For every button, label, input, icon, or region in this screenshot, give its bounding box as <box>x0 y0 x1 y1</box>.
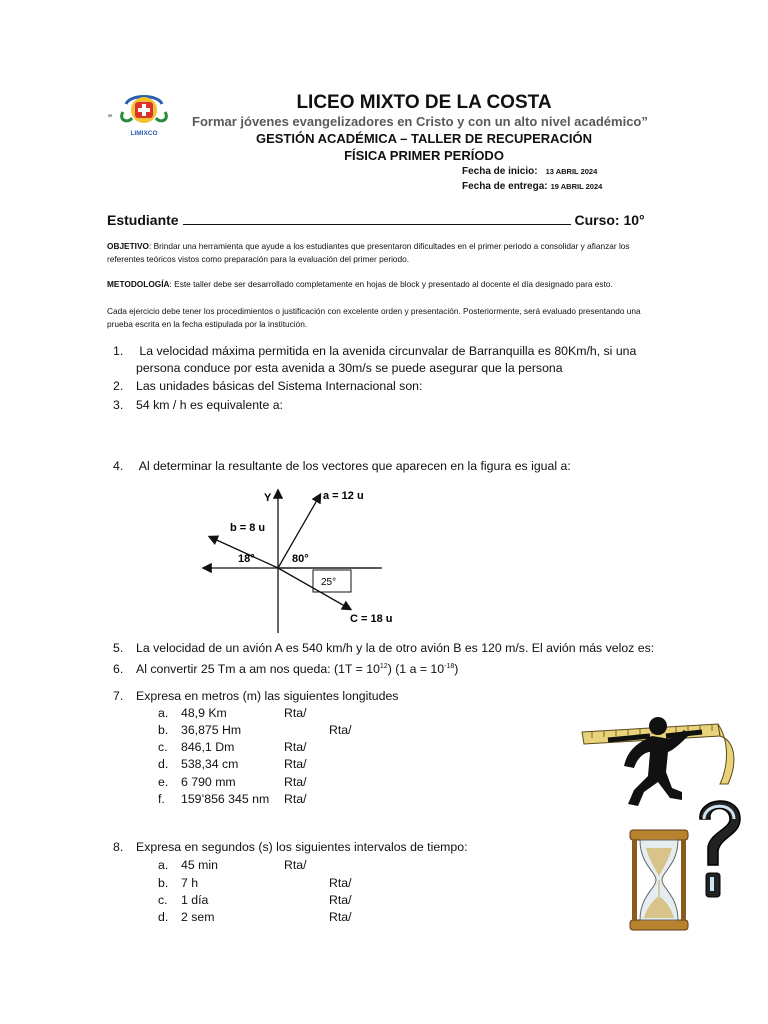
due-date-value: 19 ABRIL 2024 <box>550 182 603 191</box>
q8-answer-d[interactable]: Rta/ <box>329 910 352 924</box>
question-6 <box>113 658 458 678</box>
item-letter: d. <box>158 757 169 771</box>
item-value: 1 día <box>181 893 209 907</box>
note-paragraph: Cada ejercicio debe tener los procedimientos o justificación con excelente orden y presentación. Posteriormente, será evaluado presentando una prueba escrita en la fecha estipulada por la institución. <box>107 306 641 329</box>
school-name: LICEO MIXTO DE LA COSTA <box>296 92 552 113</box>
question-text: Expresa en metros (m) las siguientes longitudes <box>136 689 399 703</box>
logo-text: LIMIXCO <box>130 130 158 137</box>
exponent-tera: 12 <box>379 663 388 670</box>
question-number: 8. <box>113 840 124 854</box>
item-letter: a. <box>158 858 169 872</box>
school-motto: Formar jóvenes evangelizadores en Cristo y con un alto nivel académico” <box>192 114 648 129</box>
q7-answer-a[interactable]: Rta/ <box>284 706 307 720</box>
q7-answer-f[interactable]: Rta/ <box>284 792 307 806</box>
student-line <box>107 211 645 228</box>
vector-c <box>278 568 350 609</box>
q8-answer-b[interactable]: Rta/ <box>329 876 352 890</box>
question-text: La velocidad de un avión A es 540 km/h y la de otro avión B es 120 m/s. El avión más veloz es: <box>136 641 655 655</box>
item-value: 6 790 mm <box>181 775 236 789</box>
question-number: 4. <box>113 459 124 473</box>
question-number: 1. <box>113 344 124 358</box>
item-letter: b. <box>158 723 169 737</box>
vector-c-label: C = 18 u <box>350 613 393 625</box>
item-letter: d. <box>158 910 169 924</box>
q8-answer-a[interactable]: Rta/ <box>284 858 307 872</box>
objective-text: : Brindar una herramienta que ayude a los estudiantes que presentaron dificultades en el primer periodo a consolidar y afianzar los referentes teóricos vistos como preparación para la evaluación del primer periodo. <box>107 241 630 264</box>
item-value: 159’856 345 nm <box>181 792 270 806</box>
question-text-b: ) (1 a = 10 <box>387 662 445 677</box>
methodology-paragraph <box>107 278 667 291</box>
question-2 <box>113 378 422 395</box>
methodology-text: : Este taller debe ser desarrollado completamente en hojas de block y presentado al docente el día designado para esto. <box>169 279 613 289</box>
angle-c-label: 25° <box>321 577 337 588</box>
vector-b-label: b = 8 u <box>230 522 266 534</box>
q7-answer-c[interactable]: Rta/ <box>284 740 307 754</box>
question-text: Las unidades básicas del Sistema Internacional son: <box>136 379 423 393</box>
question-text: La velocidad máxima permitida en la avenida circunvalar de Barranquilla es 80Km/h, si una <box>136 344 637 358</box>
question-number: 7. <box>113 689 124 703</box>
item-value: 846,1 Dm <box>181 740 235 754</box>
item-letter: c. <box>158 740 168 754</box>
question-mark-icon <box>690 793 746 906</box>
question-text-c: ) <box>454 662 459 677</box>
vector-a-label: a = 12 u <box>323 490 364 502</box>
start-date-value: 13 ABRIL 2024 <box>545 167 598 176</box>
question-number: 6. <box>113 662 124 677</box>
question-7 <box>113 688 398 705</box>
question-number: 2. <box>113 379 124 393</box>
hourglass-icon <box>628 828 690 937</box>
due-date-label: Fecha de entrega: <box>462 181 548 192</box>
item-value: 538,34 cm <box>181 757 239 771</box>
question-number: 5. <box>113 641 124 655</box>
objective-paragraph <box>107 240 667 266</box>
quote-mark: ” <box>108 112 112 126</box>
subject-title: FÍSICA PRIMER PERÍODO <box>344 148 504 163</box>
question-3 <box>113 397 283 414</box>
q7-answer-d[interactable]: Rta/ <box>284 757 307 771</box>
item-letter: f. <box>158 792 165 806</box>
angle-b-label: 18° <box>238 553 255 565</box>
methodology-label: METODOLOGÍA <box>107 279 170 289</box>
course-label: Curso: 10° <box>574 212 645 228</box>
angle-a-label: 80° <box>292 553 309 565</box>
student-label: Estudiante <box>107 212 179 228</box>
item-value: 45 min <box>181 858 218 872</box>
objective-label: OBJETIVO <box>107 241 149 251</box>
item-letter: e. <box>158 775 169 789</box>
question-text: Al determinar la resultante de los vectores que aparecen en la figura es igual a: <box>136 459 571 473</box>
question-1-continued: persona conduce por esta avenida a 30m/s se puede asegurar que la persona <box>136 361 563 375</box>
q7-answer-b[interactable]: Rta/ <box>329 723 352 737</box>
question-text: 54 km / h es equivalente a: <box>136 398 283 412</box>
vector-diagram <box>200 485 400 640</box>
item-value: 36,875 Hm <box>181 723 242 737</box>
item-value: 7 h <box>181 876 199 890</box>
question-number: 3. <box>113 398 124 412</box>
question-text-a: Al convertir 25 Tm a am nos queda: (1T = 10 <box>136 662 380 677</box>
item-value: 48,9 Km <box>181 706 227 720</box>
exponent-atto: -18 <box>444 663 455 670</box>
student-name-blank[interactable] <box>183 211 571 225</box>
item-letter: c. <box>158 893 168 907</box>
question-4 <box>113 458 571 475</box>
department-title: GESTIÓN ACADÉMICA – TALLER DE RECUPERACIÓN <box>255 131 593 146</box>
item-letter: b. <box>158 876 169 890</box>
question-text: Expresa en segundos (s) los siguientes intervalos de tiempo: <box>136 840 468 854</box>
start-date-label: Fecha de inicio: <box>462 166 538 177</box>
due-date <box>462 181 602 192</box>
item-letter: a. <box>158 706 169 720</box>
question-1 <box>113 343 636 360</box>
question-5 <box>113 640 654 657</box>
q8-answer-c[interactable]: Rta/ <box>329 893 352 907</box>
item-value: 2 sem <box>181 910 215 924</box>
q7-answer-e[interactable]: Rta/ <box>284 775 307 789</box>
y-axis-label: Y <box>264 492 272 504</box>
question-8 <box>113 839 468 856</box>
start-date <box>462 166 597 177</box>
